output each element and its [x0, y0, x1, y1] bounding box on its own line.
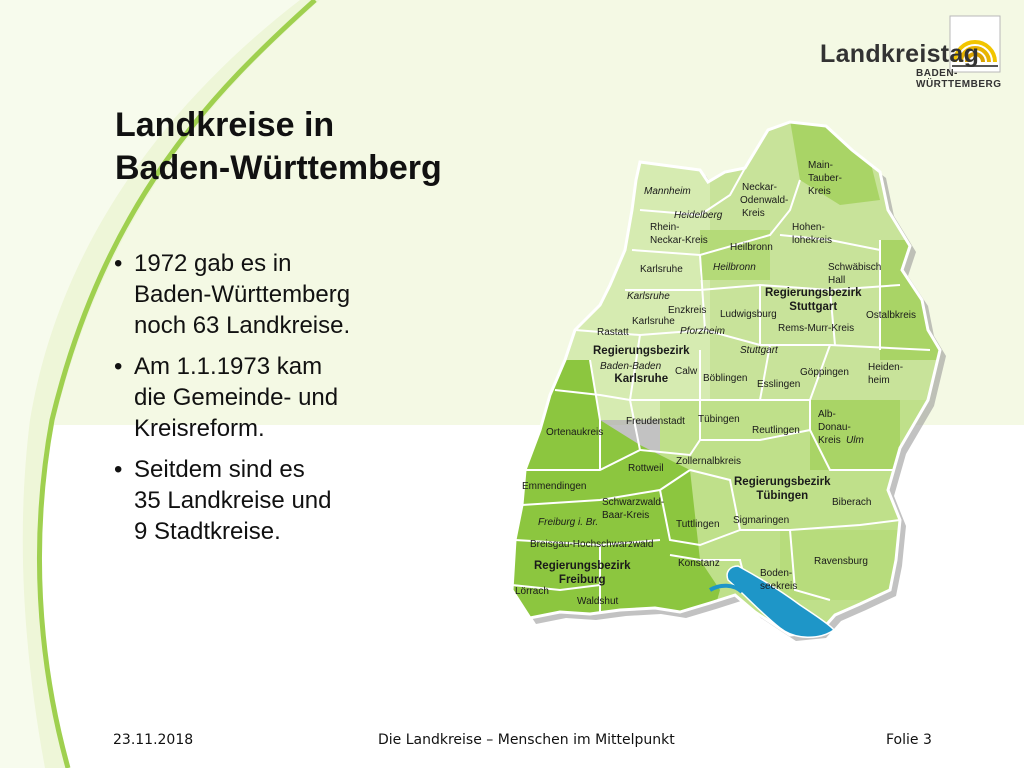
region-label-line: Regierungsbezirk [534, 560, 631, 572]
map-label: Ostalbkreis [866, 310, 917, 321]
map-label: Böblingen [703, 373, 748, 384]
map-label: Heidelberg [674, 210, 723, 221]
map-label: Kreis [742, 208, 765, 219]
bullet-dot: • [114, 353, 123, 380]
map-label: Ludwigsburg [720, 309, 777, 320]
region-label-line: Stuttgart [789, 301, 838, 313]
map-label: Heiden- [868, 362, 904, 373]
map-label: Kreis [808, 186, 831, 197]
map-label: Esslingen [757, 379, 801, 390]
logo-subtitle: BADEN-WÜRTTEMBERG [916, 68, 1002, 90]
map-label: Waldshut [577, 596, 619, 607]
map-label: Hall [828, 275, 846, 286]
map-label: Neckar- [742, 182, 778, 193]
map-label: Zollernalbkreis [676, 456, 742, 467]
bullet-dot: • [114, 456, 123, 483]
bullet-line: 9 Stadtkreise. [134, 518, 281, 545]
map-label: Rottweil [628, 463, 664, 474]
map-label: Emmendingen [522, 481, 587, 492]
map-label: Heilbronn [713, 262, 756, 273]
footer-page-number: Folie 3 [886, 732, 932, 748]
map-label: Schwäbisch [828, 262, 882, 273]
map-label: Rastatt [597, 327, 629, 338]
map-label: Rhein- [650, 222, 680, 233]
map-label: Stuttgart [740, 345, 778, 356]
map-label: Enzkreis [668, 305, 707, 316]
map-label: Neckar-Kreis [650, 235, 708, 246]
map-label: Karlsruhe [632, 316, 675, 327]
bullet-line: Seitdem sind es [134, 456, 305, 483]
bullet-line: 1972 gab es in [134, 250, 292, 277]
map-label: Karlsruhe [640, 264, 683, 275]
map-label: Sigmaringen [733, 515, 790, 526]
bullet-line: Am 1.1.1973 kam [134, 353, 323, 380]
map-label: Calw [675, 366, 698, 377]
footer-title: Die Landkreise – Menschen im Mittelpunkt [378, 732, 675, 748]
map-label: Ulm [846, 435, 864, 446]
region-label-line: Regierungsbezirk [593, 345, 690, 357]
region-label-freiburg [534, 559, 631, 587]
bullet-line: Baden-Württemberg [134, 281, 351, 308]
region-label-line: Regierungsbezirk [734, 476, 831, 488]
region-label-tuebingen [734, 475, 831, 503]
bullet-dot: • [114, 250, 123, 277]
map-label: Heilbronn [730, 242, 773, 253]
footer-date: 23.11.2018 [113, 732, 194, 748]
map-label: Baden-Baden [600, 361, 662, 372]
map-label: Freudenstadt [626, 416, 685, 427]
map-label: Biberach [832, 497, 872, 508]
map-label: Tübingen [698, 414, 740, 425]
map-label: Göppingen [800, 367, 849, 378]
title-line-1: Landkreise in [115, 106, 335, 144]
map-label: Reutlingen [752, 425, 800, 436]
region-label-line: Freiburg [558, 574, 606, 586]
map-label: Karlsruhe [627, 291, 670, 302]
map-label: Main- [808, 160, 834, 171]
map-label: Ravensburg [814, 556, 868, 567]
map-label: Odenwald- [740, 195, 789, 206]
map-label: Konstanz [678, 558, 720, 569]
bullet-line: die Gemeinde- und [134, 384, 339, 411]
region-label-line: Regierungsbezirk [765, 287, 862, 299]
map-label: Baar-Kreis [602, 510, 650, 521]
map-label: Breisgau-Hochschwarzwald [530, 539, 654, 550]
map-label: Tauber- [808, 173, 842, 184]
region-label-line: Tübingen [756, 490, 809, 502]
region-label-stuttgart [765, 286, 862, 314]
map-label: Schwarzwald- [602, 497, 665, 508]
map-label: Rems-Murr-Kreis [778, 323, 855, 334]
bullet-line: 35 Landkreise und [134, 487, 332, 514]
map-label: Lörrach [515, 586, 549, 597]
bullet-line: noch 63 Landkreise. [134, 312, 351, 339]
map-label: seekreis [760, 581, 798, 592]
map-label: lohekreis [792, 235, 833, 246]
region-label-line: Karlsruhe [614, 373, 669, 385]
map-label: Mannheim [644, 186, 691, 197]
map-label: heim [868, 375, 890, 386]
map-label: Alb- [818, 409, 836, 420]
logo-name: Landkreistag [820, 40, 980, 68]
map-label: Freiburg i. Br. [538, 517, 599, 528]
title-line-2: Baden-Württemberg [115, 149, 442, 187]
map-label: Hohen- [792, 222, 825, 233]
map-label: Kreis [818, 435, 841, 446]
bullet-line: Kreisreform. [134, 415, 265, 442]
map-label: Pforzheim [680, 326, 726, 337]
map-label: Boden- [760, 568, 793, 579]
map-label: Tuttlingen [676, 519, 720, 530]
map-label: Donau- [818, 422, 851, 433]
region-label-karlsruhe [593, 344, 690, 386]
map-label: Ortenaukreis [546, 427, 604, 438]
